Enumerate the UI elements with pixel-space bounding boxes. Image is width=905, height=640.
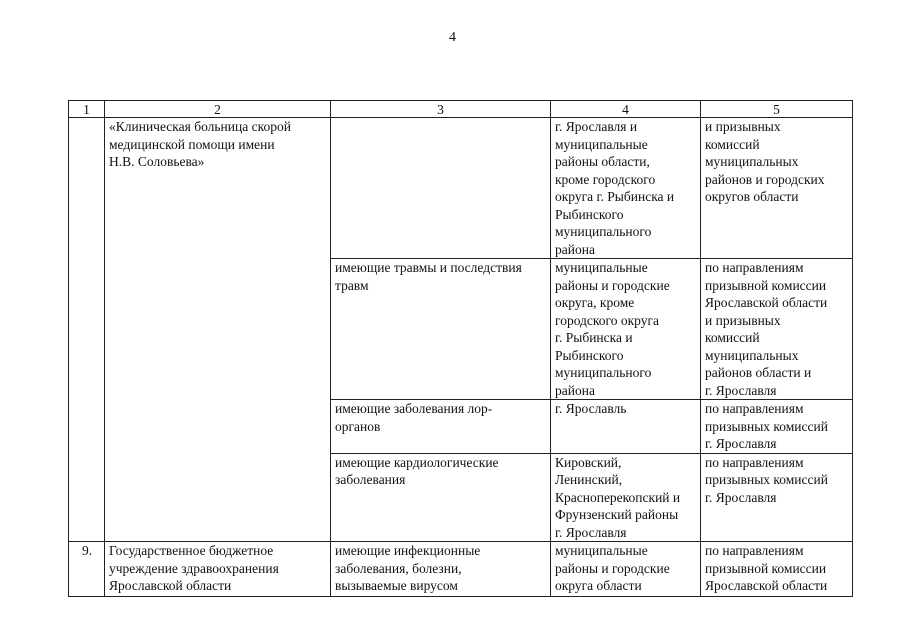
patient-category: имеющие кардиологические заболевания <box>331 453 551 542</box>
patient-category <box>331 118 551 259</box>
column-header: 1 <box>69 101 105 118</box>
referral-basis: по направлениям призывных комиссий г. Ярославля <box>701 400 853 454</box>
served-territory: г. Ярославля и муниципальные районы области, кроме городского округа г. Рыбинска и Рыбинского муниципального района <box>551 118 701 259</box>
served-territory: Кировский, Ленинский, Красноперекопский и Фрунзенский районы г. Ярославля <box>551 453 701 542</box>
served-territory: муниципальные районы и городские округа, кроме городского округа г. Рыбинска и Рыбинского муниципального района <box>551 259 701 400</box>
column-header: 5 <box>701 101 853 118</box>
row-number <box>69 118 105 542</box>
column-header: 2 <box>105 101 331 118</box>
patient-category: имеющие заболевания лор- органов <box>331 400 551 454</box>
referral-basis: по направлениям призывных комиссий г. Ярославля <box>701 453 853 542</box>
column-header: 3 <box>331 101 551 118</box>
table-row <box>69 542 853 597</box>
page-number: 4 <box>449 30 456 45</box>
referral-basis: по направлениям призывной комиссии Ярославской области <box>701 542 853 597</box>
column-header: 4 <box>551 101 701 118</box>
document-table <box>68 100 853 597</box>
patient-category: имеющие инфекционные заболевания, болезни, вызываемые вирусом <box>331 542 551 597</box>
patient-category: имеющие травмы и последствия травм <box>331 259 551 400</box>
referral-basis: и призывных комиссий муниципальных районов и городских округов области <box>701 118 853 259</box>
table-header-row <box>69 101 853 118</box>
served-territory: муниципальные районы и городские округа области <box>551 542 701 597</box>
table-row <box>69 118 853 259</box>
institution-name: «Клиническая больница скорой медицинской помощи имени Н.В. Соловьева» <box>105 118 331 542</box>
referral-basis: по направлениям призывной комиссии Ярославской области и призывных комиссий муниципальных районов области и г. Ярославля <box>701 259 853 400</box>
institution-name: Государственное бюджетное учреждение здравоохранения Ярославской области <box>105 542 331 597</box>
row-number: 9. <box>69 542 105 597</box>
served-territory: г. Ярославль <box>551 400 701 454</box>
